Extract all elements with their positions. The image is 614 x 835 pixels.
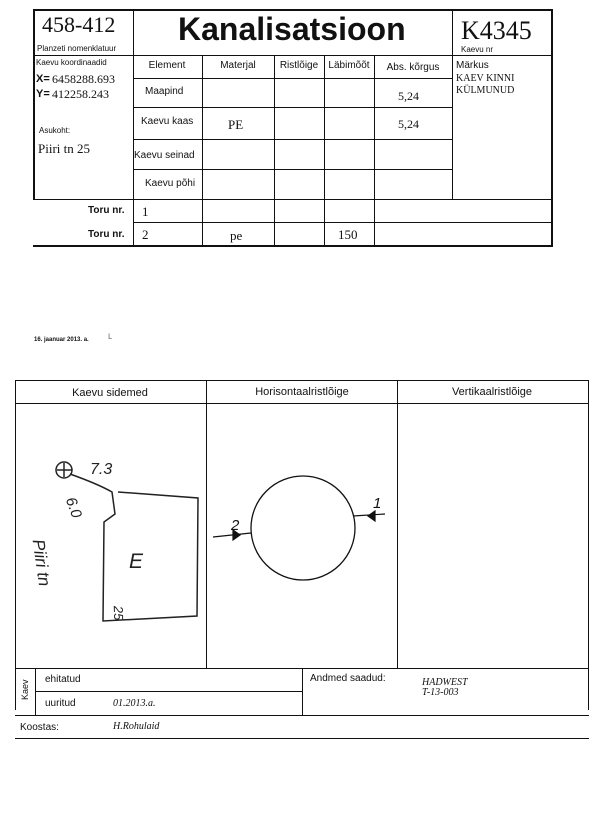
pipe-1-mark: 1 — [373, 495, 382, 512]
compiled-label: Koostas: — [20, 722, 59, 733]
distance-a: 7.3 — [90, 461, 113, 478]
x-value: 6458288.693 — [52, 72, 115, 86]
pipe-diameter: 150 — [338, 227, 358, 242]
y-label: Y= — [36, 88, 50, 100]
col-header-element: Element — [148, 60, 186, 71]
x-label: X= — [36, 73, 50, 85]
connection-sketch — [16, 404, 206, 664]
remarks-line-2: KÜLMUNUD — [456, 85, 515, 96]
date-note: 16. jaanuar 2013. a. — [34, 337, 89, 343]
well-form-bottom — [0, 370, 614, 770]
vertical-well-label: Kaev — [20, 679, 30, 700]
house-number: 25 — [110, 605, 127, 621]
location-value: Piiri tn 25 — [38, 141, 91, 156]
data-from-line-1: HADWEST — [422, 677, 468, 688]
row-element: Kaevu põhi — [145, 178, 196, 189]
nomenclature-label: Planzeti nomenklatuur — [37, 44, 117, 53]
page-title: Kanalisatsioon — [178, 11, 406, 47]
remarks-label: Märkus — [456, 60, 489, 71]
pen-mark: ʟ — [108, 331, 113, 342]
col-header-diameter: Läbimõõt — [328, 60, 370, 71]
well-form-top — [0, 0, 614, 260]
col-header-material: Materjal — [220, 60, 256, 71]
built-label: ehitatud — [45, 674, 81, 685]
well-id-label: Kaevu nr — [461, 45, 494, 54]
row-material: PE — [228, 117, 244, 132]
surveyed-value: 01.2013.a. — [113, 698, 156, 709]
panel-title-connections: Kaevu sidemed — [72, 387, 148, 399]
street-label: Piiri tn — [28, 538, 55, 588]
y-value: 412258.243 — [52, 87, 109, 101]
remarks-line-1: KAEV KINNI — [456, 73, 515, 84]
row-abs-height: 5,24 — [398, 117, 419, 131]
location-label: Asukoht: — [39, 126, 71, 135]
nomenclature-code: 458-412 — [42, 12, 116, 37]
compiled-value: H.Rohulaid — [113, 721, 160, 732]
pipe-number: 1 — [142, 204, 149, 219]
col-header-cross-section: Ristlõige — [279, 60, 319, 71]
row-abs-height: 5,24 — [398, 89, 419, 103]
col-header-abs-height: Abs. kõrgus — [386, 62, 440, 73]
well-id: K4345 — [461, 16, 532, 45]
data-from-label: Andmed saadud: — [310, 673, 386, 684]
distance-b: 6.0 — [61, 494, 85, 521]
pipe-number: 2 — [142, 227, 149, 242]
coords-label: Kaevu koordinaadid — [36, 58, 107, 67]
surveyed-label: uuritud — [45, 698, 76, 709]
house-letter: E — [129, 550, 144, 573]
row-element: Maapind — [145, 86, 184, 97]
horizontal-cross-section — [207, 404, 397, 668]
pipe-2-mark: 2 — [231, 517, 240, 534]
row-element: Kaevu seinad — [134, 150, 195, 161]
panel-title-vertical: Vertikaalristlõige — [451, 386, 533, 398]
pipe-label: Toru nr. — [88, 229, 125, 240]
data-from-line-2: T-13-003 — [422, 687, 459, 698]
panel-title-horizontal: Horisontaalristlõige — [255, 386, 349, 398]
row-element: Kaevu kaas — [141, 116, 194, 127]
pipe-label: Toru nr. — [88, 205, 125, 216]
pipe-material: pe — [230, 228, 243, 243]
